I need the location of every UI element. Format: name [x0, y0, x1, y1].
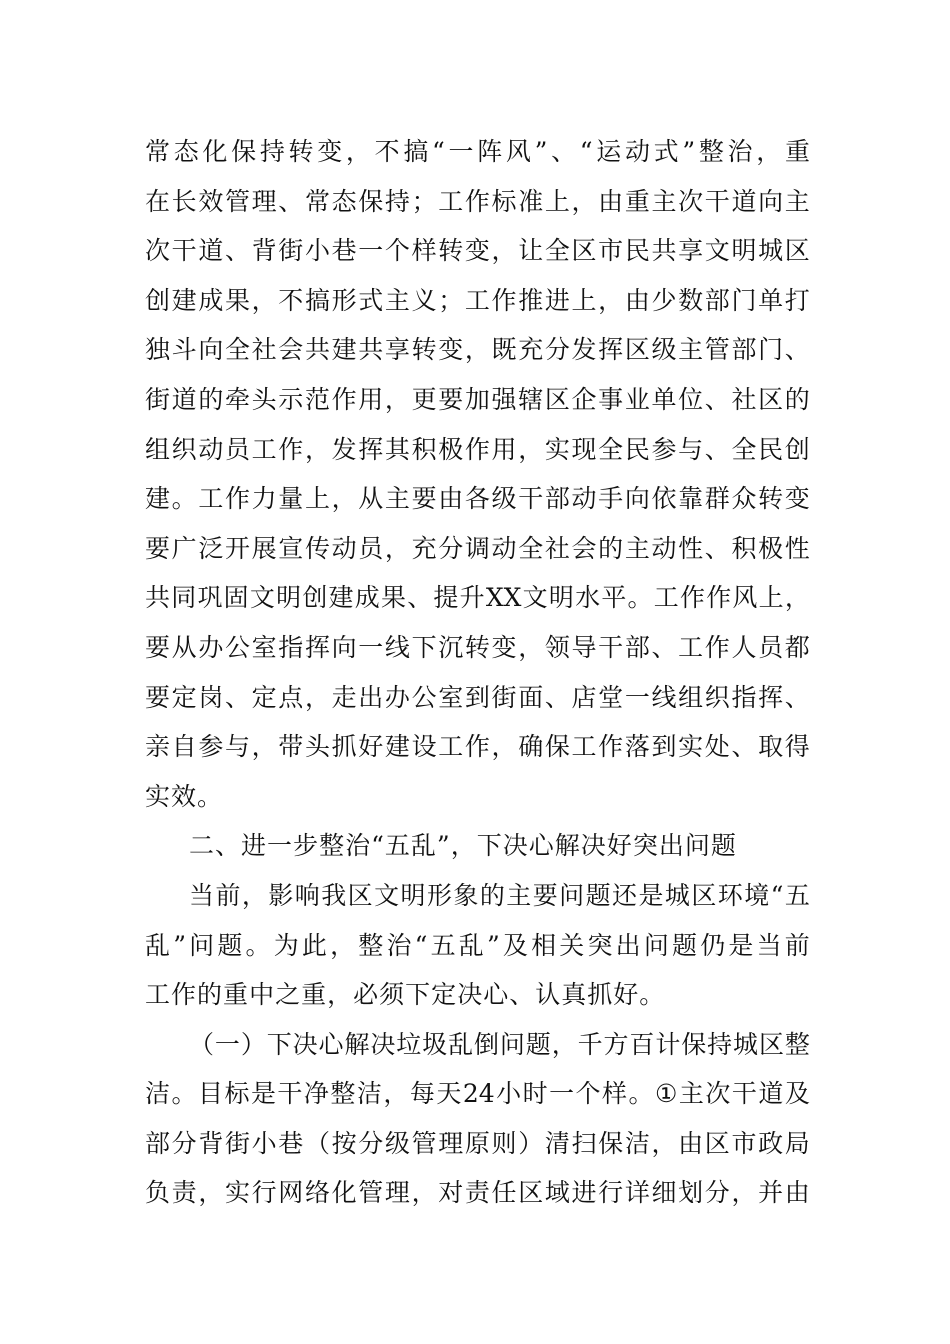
text-line: 要 从 办 公 室 指 挥 向 一 线 下 沉 转 变 ， 领 导 干 部 、 工 作 人 员 都 [145, 632, 810, 662]
text-line: 乱 ” 问 题 。 为 此 ， 整 治 “ 五 乱 ” 及 相 关 突 出 问 题 仍 是 当 前 [145, 930, 810, 960]
text-line: 部 分 背 街 小 巷 （ 按 分 级 管 理 原 则 ） 清 扫 保 洁 ， 由 区 市 政 局 [145, 1128, 810, 1158]
text-line: 独 斗 向 全 社 会 共 建 共 享 转 变 ， 既 充 分 发 挥 区 级 主 管 部 门 、 [145, 335, 810, 365]
text-line: 洁 。 目 标 是 干 净 整 洁 ， 每 天 24 小 时 一 个 样 。 ① 主 次 干 道 及 [145, 1079, 810, 1109]
text-line: 二 、 进 一 步 整 治 “ 五 乱 ” ， 下 决 心 解 决 好 突 出 问 题 [189, 831, 736, 861]
text-line: 亲 自 参 与 ， 带 头 抓 好 建 设 工 作 ， 确 保 工 作 落 到 实 处 、 取 得 [145, 732, 810, 762]
text-line: 次 干 道 、 背 街 小 巷 一 个 样 转 变 ， 让 全 区 市 民 共 享 文 明 城 区 [145, 236, 810, 266]
text-line: 共 同 巩 固 文 明 创 建 成 果 、 提 升 XX 文 明 水 平 。 工 作 作 风 上 ， [145, 583, 810, 613]
text-line: 工 作 的 重 中 之 重 ， 必 须 下 定 决 心 、 认 真 抓 好 。 [145, 980, 665, 1010]
text-line: 创 建 成 果 ， 不 搞 形 式 主 义 ； 工 作 推 进 上 ， 由 少 数 部 门 单 打 [145, 285, 810, 315]
text-line: 常 态 化 保 持 转 变 ， 不 搞 “ 一 阵 风 ” 、 “ 运 动 式 ” 整 治 ， 重 [145, 137, 810, 166]
text-line: 要 广 泛 开 展 宣 传 动 员 ， 充 分 调 动 全 社 会 的 主 动 性 、 积 极 性 [145, 533, 810, 563]
text-line: 当 前 ， 影 响 我 区 文 明 形 象 的 主 要 问 题 还 是 城 区 环 境 “ 五 [189, 880, 810, 910]
text-line: 要 定 岗 、 定 点 ， 走 出 办 公 室 到 街 面 、 店 堂 一 线 组 织 指 挥 、 [145, 682, 810, 712]
document-body [145, 127, 810, 1218]
text-line: 负 责 ， 实 行 网 络 化 管 理 ， 对 责 任 区 域 进 行 详 细 划 分 ， 并 由 [145, 1178, 810, 1208]
text-line: 在 长 效 管 理 、 常 态 保 持 ； 工 作 标 准 上 ， 由 重 主 次 干 道 向 主 [145, 186, 810, 216]
text-line: 街 道 的 牵 头 示 范 作 用 ， 更 要 加 强 辖 区 企 事 业 单 位 、 社 区 的 [145, 384, 810, 414]
text-line: 组 织 动 员 工 作 ， 发 挥 其 积 极 作 用 ， 实 现 全 民 参 与 、 全 民 创 [145, 434, 810, 464]
text-line: （ 一 ） 下 决 心 解 决 垃 圾 乱 倒 问 题 ， 千 方 百 计 保 持 城 区 整 [189, 1029, 810, 1059]
text-line: 实 效 。 [145, 781, 223, 811]
text-line: 建 。 工 作 力 量 上 ， 从 主 要 由 各 级 干 部 动 手 向 依 靠 群 众 转 变 [145, 484, 810, 514]
